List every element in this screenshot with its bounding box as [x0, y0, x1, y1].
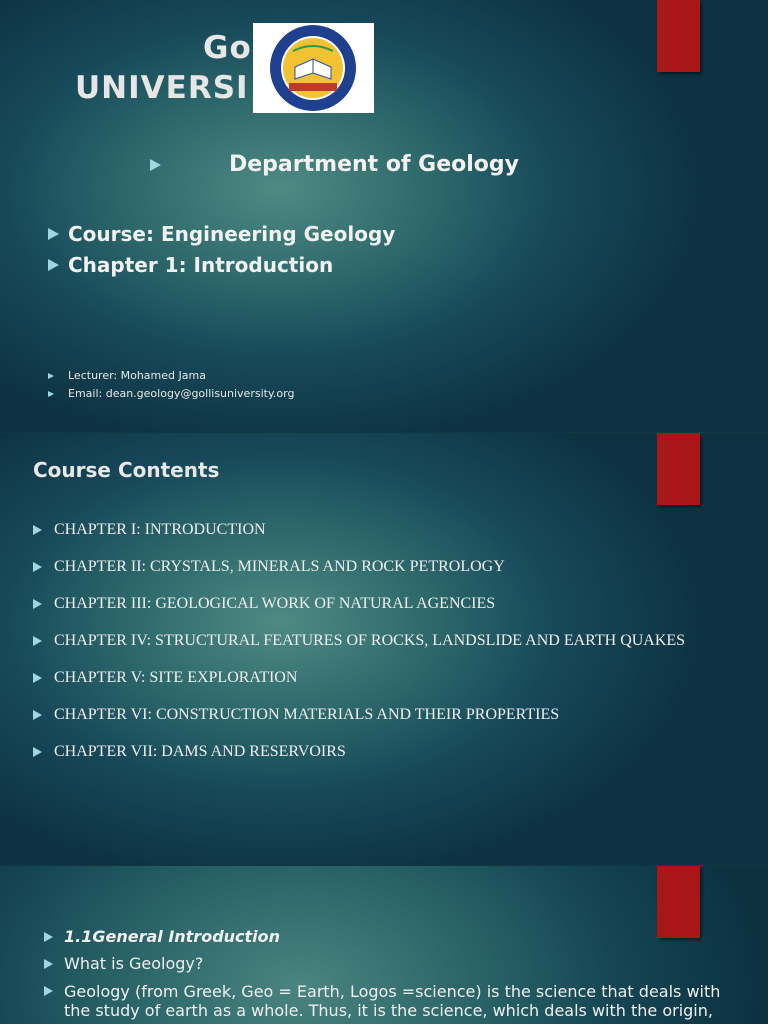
bullet-arrow-icon — [44, 959, 53, 969]
red-accent-bar — [657, 866, 700, 938]
department-row — [150, 152, 519, 177]
chapter-list-item — [33, 743, 346, 761]
email-text: Email: dean.geology@gollisuniversity.org — [68, 387, 295, 400]
chapter-list-item — [33, 669, 297, 687]
slide-title — [0, 0, 768, 432]
chapter-list-item — [33, 632, 685, 650]
bullet-arrow-icon — [48, 391, 54, 397]
lecturer-text: Lecturer: Mohamed Jama — [68, 369, 206, 382]
chapter-item-text: CHAPTER VI: CONSTRUCTION MATERIALS AND THEIR PROPERTIES — [54, 706, 560, 723]
bullet-arrow-icon — [48, 373, 54, 379]
bullet-arrow-icon — [33, 562, 42, 572]
definition-line1: Geology (from Greek, Geo = Earth, Logos =science) is the science that deals with — [64, 982, 721, 1001]
bullet-arrow-icon — [48, 259, 59, 271]
question-row — [44, 954, 203, 973]
section-row — [44, 927, 280, 946]
chapter-list-item — [33, 558, 505, 576]
chapter-item-text: CHAPTER I: INTRODUCTION — [54, 521, 266, 538]
university-logo — [253, 23, 374, 113]
university-name-line2: UNIVERSI — [75, 70, 249, 106]
bullet-arrow-icon — [33, 710, 42, 720]
course-row — [48, 222, 395, 246]
university-name-line1: Go — [203, 30, 252, 66]
bullet-arrow-icon — [44, 932, 53, 942]
course-contents-title: Course Contents — [33, 458, 220, 482]
chapter-list-item — [33, 706, 559, 724]
red-accent-bar — [657, 433, 700, 505]
bullet-arrow-icon — [48, 228, 59, 240]
bullet-arrow-icon — [33, 599, 42, 609]
slide-general-introduction — [0, 866, 768, 1024]
bullet-arrow-icon — [33, 747, 42, 757]
bullet-arrow-icon — [33, 673, 42, 683]
bullet-arrow-icon — [33, 636, 42, 646]
definition-line2: the study of earth as a whole. Thus, it is the science, which deals with the origin, — [64, 1001, 713, 1020]
chapter-item-text: CHAPTER VII: DAMS AND RESERVOIRS — [54, 743, 346, 760]
chapter-item-text: CHAPTER IV: STRUCTURAL FEATURES OF ROCKS, LANDSLIDE AND EARTH QUAKES — [54, 632, 686, 649]
chapter-item-text: CHAPTER III: GEOLOGICAL WORK OF NATURAL AGENCIES — [54, 595, 496, 612]
slide-course-contents — [0, 433, 768, 865]
section-heading: 1.1General Introduction — [64, 927, 281, 946]
chapter-item-text: CHAPTER II: CRYSTALS, MINERALS AND ROCK PETROLOGY — [54, 558, 505, 575]
red-accent-bar — [657, 0, 700, 72]
chapter-list-item — [33, 595, 495, 613]
bullet-arrow-icon — [150, 159, 161, 171]
department-title: Department of Geology — [229, 152, 520, 177]
bullet-arrow-icon — [33, 525, 42, 535]
course-title: Course: Engineering Geology — [68, 222, 396, 246]
chapter-item-text: CHAPTER V: SITE EXPLORATION — [54, 669, 298, 686]
chapter-title: Chapter 1: Introduction — [68, 253, 334, 277]
bullet-arrow-icon — [44, 986, 53, 996]
email-row — [48, 387, 294, 400]
question-text: What is Geology? — [64, 954, 204, 973]
lecturer-row — [48, 369, 206, 382]
chapter-list-item — [33, 521, 266, 539]
chapter-row — [48, 253, 333, 277]
